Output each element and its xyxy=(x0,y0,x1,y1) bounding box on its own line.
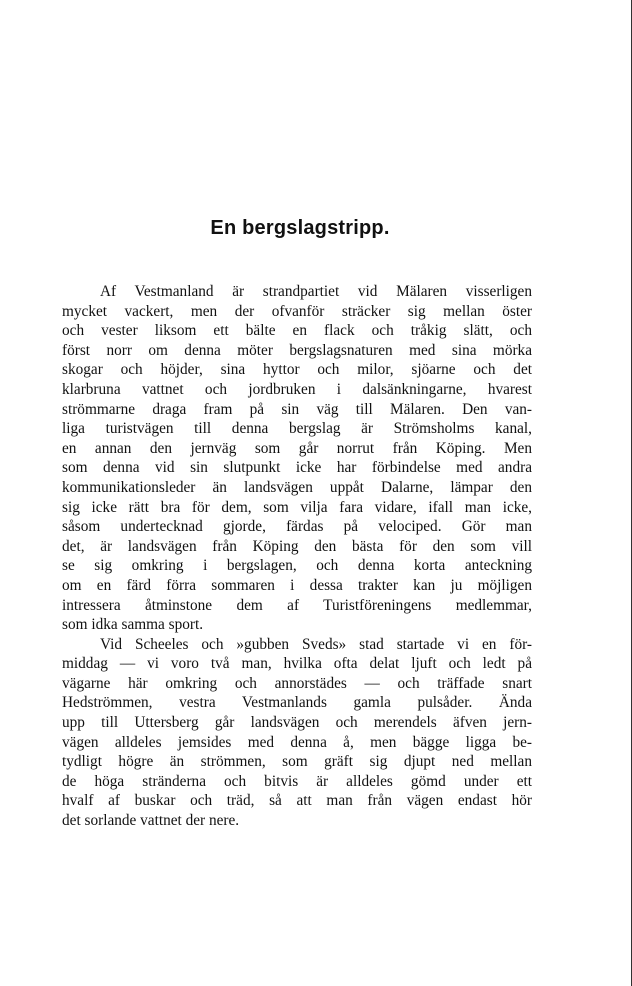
chapter-title: En bergslagstripp. xyxy=(210,217,390,239)
body-text xyxy=(62,282,532,831)
text-line: vägen alldeles jemsides med denna å, men bägge ligga be- xyxy=(62,733,532,751)
text-line: klarbruna vattnet och jordbruken i dalsänkningarne, hvarest xyxy=(62,380,532,398)
text-line: sig icke rätt bra för dem, som vilja fara vidare, ifall man icke, xyxy=(62,498,532,516)
text-line: Vid Scheeles och »gubben Sveds» stad startade vi en för- xyxy=(100,635,532,653)
text-line: om en färd förra sommaren i dessa trakter kan ju möjligen xyxy=(62,576,532,594)
text-line: mycket vackert, men der ofvanför sträcker sig mellan öster xyxy=(62,302,532,320)
paragraph-2 xyxy=(62,635,532,831)
text-line: liga turistvägen till denna bergslag är Strömsholms kanal, xyxy=(62,420,532,438)
text-line: se sig omkring i bergslagen, och denna korta anteckning xyxy=(62,557,532,575)
text-line: upp till Uttersberg går landsvägen och merendels äfven jern- xyxy=(62,714,532,732)
text-line: som denna vid sin slutpunkt icke har förbindelse med andra xyxy=(62,459,532,477)
text-line: hvalf af buskar och träd, så att man från vägen endast hör xyxy=(62,792,532,810)
text-line: en annan den jernväg som går norrut från Köping. Men xyxy=(62,439,532,457)
text-line: tydligt högre än strömmen, som gräft sig djupt ned mellan xyxy=(62,753,532,771)
text-line: Af Vestmanland är strandpartiet vid Mälaren visserligen xyxy=(100,283,532,300)
text-line: middag — vi voro två man, hvilka ofta delat ljuft och ledt på xyxy=(62,655,532,673)
text-line: det, är landsvägen från Köping den bästa för den som vill xyxy=(62,537,532,555)
text-line: de höga stränderna och bitvis är alldeles gömd under ett xyxy=(62,772,532,790)
text-line: först norr om denna möter bergslagsnaturen med sina mörka xyxy=(62,341,532,359)
text-line: det sorlande vattnet der nere. xyxy=(62,812,240,830)
text-line: såsom undertecknad gjorde, färdas på velociped. Gör man xyxy=(62,518,532,536)
paragraph-1 xyxy=(62,282,532,635)
text-line: som idka samma sport. xyxy=(62,616,204,634)
text-line: intressera åtminstone dem af Turistföreningens medlemmar, xyxy=(62,596,532,614)
text-line: strömmarne draga fram på sin väg till Mälaren. Den van- xyxy=(62,400,532,418)
text-line: vägarne här omkring och annorstädes — och träffade snart xyxy=(62,674,532,692)
text-line: Hedströmmen, vestra Vestmanlands gamla pulsåder. Ända xyxy=(62,694,532,712)
text-line: kommunikationsleder än landsvägen uppåt Dalarne, lämpar den xyxy=(62,478,532,496)
text-line: skogar och höjder, sina hyttor och milor, sjöarne och det xyxy=(62,361,532,379)
text-line: och vester liksom ett bälte en flack och tråkig slätt, och xyxy=(62,322,532,340)
